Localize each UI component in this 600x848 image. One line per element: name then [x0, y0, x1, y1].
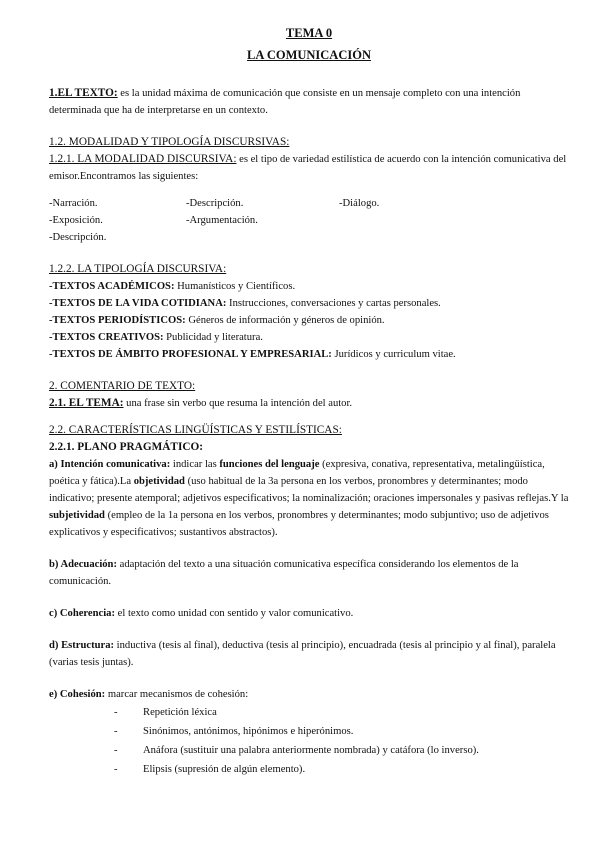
tipologia-item: [49, 329, 569, 346]
intencion-paragraph: [49, 456, 569, 541]
tipologia-label: -TEXTOS PERIODÍSTICOS:: [49, 315, 186, 326]
coherencia-paragraph: [49, 605, 569, 622]
adecuacion-text: adaptación del texto a una situación comunicativa específica considerando los elementos de la comunicación.: [49, 559, 519, 587]
tipologia-heading: 1.2.2. LA TIPOLOGÍA DISCURSIVA:: [49, 263, 227, 275]
intencion-label: a) Intención comunicativa:: [49, 459, 171, 470]
modalidad-item: -Narración.: [49, 198, 98, 209]
cohesion-list: [49, 703, 569, 779]
list-item: - Elipsis (supresión de algún elemento).: [114, 760, 569, 779]
modalidad-row: [49, 195, 569, 212]
tipologia-item: [49, 295, 569, 312]
coherencia-text: el texto como unidad con sentido y valor comunicativo.: [115, 608, 354, 619]
estructura-paragraph: [49, 637, 569, 671]
cohesion-text: marcar mecanismos de cohesión:: [105, 689, 249, 700]
intencion-text: (empleo de la 1a persona en los verbos, pronombres y determinantes; modo subjuntivo; uso de adjetivos explicativos y especificativos; sustantivos abstractos).: [49, 510, 549, 538]
estructura-label: d) Estructura:: [49, 640, 115, 651]
tipologia-text: Géneros de información y géneros de opinión.: [185, 315, 385, 326]
tipologia-label: -TEXTOS DE LA VIDA COTIDIANA:: [49, 298, 227, 309]
intencion-text: (uso habitual de la 3a persona en los verbos, pronombres y determinantes; modo indicativo; presente atemporal; adjetivos especificativos; la nominalización; oraciones impersonales y pasivas reflejas.Y la: [49, 476, 569, 504]
adecuacion-paragraph: [49, 556, 569, 590]
modalidad-item: -Exposición.: [49, 215, 103, 226]
modalidad-item: -Argumentación.: [186, 215, 258, 226]
texto-text: es la unidad máxima de comunicación que consiste en un mensaje completo con una intención determinada que ha de interpretarse en un contexto.: [49, 88, 521, 116]
texto-label: 1.EL TEXTO:: [49, 87, 118, 99]
adecuacion-label: b) Adecuación:: [49, 559, 117, 570]
tipologia-text: Jurídicos y curriculum vitae.: [331, 349, 456, 360]
intencion-text: (expresiva, conativa, representativa, metalingüística, poética y fática).La: [49, 459, 545, 487]
comentario-heading: 2. COMENTARIO DE TEXTO:: [49, 380, 196, 392]
page-title: TEMA 0: [285, 26, 333, 40]
caracteristicas-heading: 2.2. CARACTERÍSTICAS LINGÜÍSTICAS Y ESTILÍSTICAS:: [49, 424, 342, 436]
tipologia-text: Instrucciones, conversaciones y cartas personales.: [226, 298, 441, 309]
tipologia-item: [49, 312, 569, 329]
intencion-text: indicar las: [170, 459, 220, 470]
modalidad-sub: [49, 151, 569, 185]
funciones-term: funciones del lenguaje: [219, 459, 320, 470]
modalidad-item: -Descripción.: [186, 198, 244, 209]
objetividad-term: objetividad: [133, 476, 185, 487]
tema-line: [49, 395, 569, 412]
subjetividad-term: subjetividad: [49, 510, 105, 521]
cohesion-label: e) Cohesión:: [49, 689, 106, 700]
list-item: - Repetición léxica: [114, 703, 569, 722]
tipologia-item: [49, 346, 569, 363]
plano-heading: 2.2.1. PLANO PRAGMÁTICO:: [49, 441, 204, 453]
tipologia-label: -TEXTOS DE ÁMBITO PROFESIONAL Y EMPRESARIAL:: [49, 349, 332, 360]
cohesion-paragraph: [49, 686, 569, 703]
modalidad-item: -Descripción.: [49, 232, 107, 243]
tipologia-text: Humanísticos y Científicos.: [174, 281, 296, 292]
tipologia-label: -TEXTOS CREATIVOS:: [49, 332, 164, 343]
coherencia-label: c) Coherencia:: [49, 608, 115, 619]
modalidad-sub-text: es el tipo de variedad estilística de acuerdo con la intención comunicativa del emisor.Encontramos las siguientes:: [49, 154, 567, 182]
modalidad-item: -Diálogo.: [339, 198, 380, 209]
list-item: - Sinónimos, antónimos, hipónimos e hiperónimos.: [114, 722, 569, 741]
list-item: - Anáfora (sustituir una palabra anteriormente nombrada) y catáfora (lo inverso).: [114, 741, 569, 760]
modalidad-heading: 1.2. MODALIDAD Y TIPOLOGÍA DISCURSIVAS:: [49, 136, 290, 148]
modalidad-row: [49, 212, 569, 229]
page-subtitle: LA COMUNICACIÓN: [247, 48, 371, 62]
estructura-text: inductiva (tesis al final), deductiva (tesis al principio), encuadrada (tesis al principio y al final), paralela (varias tesis juntas).: [49, 640, 556, 668]
tipologia-text: Publicidad y literatura.: [163, 332, 263, 343]
modalidad-sub-label: 1.2.1. LA MODALIDAD DISCURSIVA:: [49, 153, 237, 165]
document-page: [49, 22, 569, 779]
modalidad-row: [49, 229, 569, 246]
tipologia-label: -TEXTOS ACADÉMICOS:: [49, 281, 175, 292]
tema-label: 2.1. EL TEMA:: [49, 397, 124, 409]
tema-text: una frase sin verbo que resuma la intención del autor.: [123, 398, 353, 409]
tipologia-item: [49, 278, 569, 295]
section-texto: [49, 85, 569, 119]
